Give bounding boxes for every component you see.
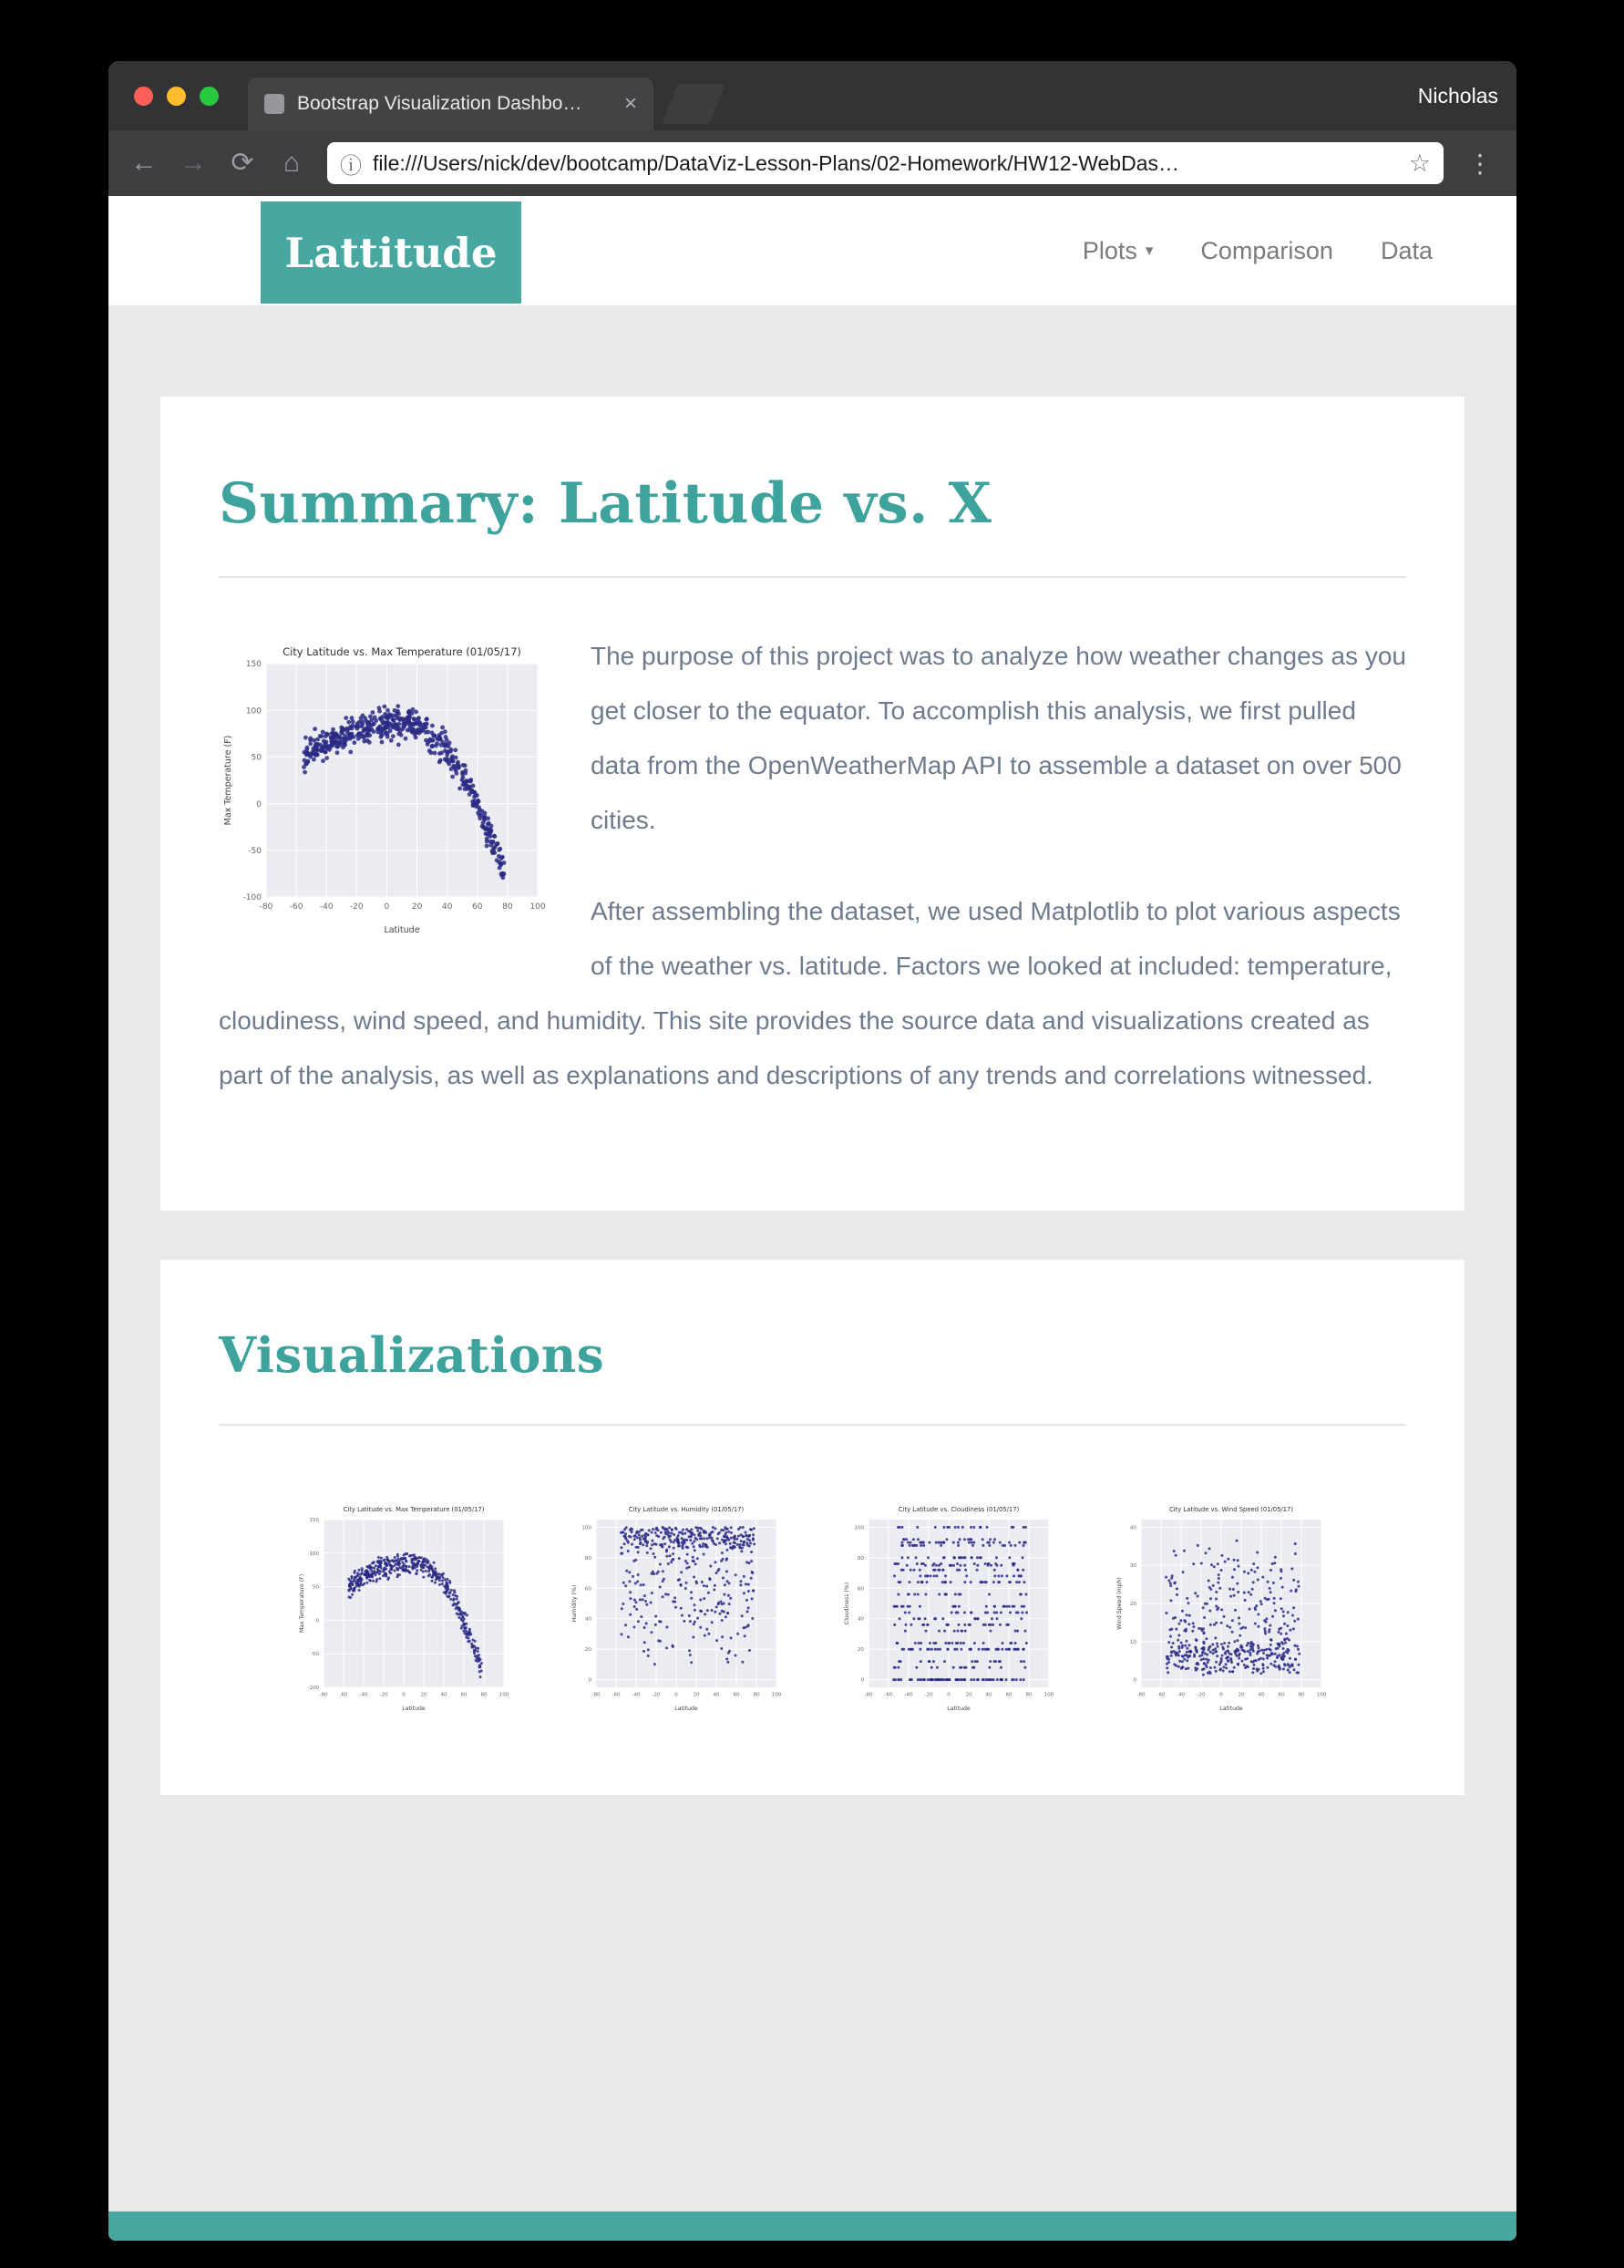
viz-chart-wind-speed[interactable] xyxy=(1114,1500,1330,1715)
viz-chart-cloudiness[interactable] xyxy=(841,1500,1057,1715)
svg-text:40: 40 xyxy=(712,1692,720,1698)
svg-text:Latitude: Latitude xyxy=(946,1706,971,1712)
svg-text:100: 100 xyxy=(771,1692,781,1698)
address-bar[interactable] xyxy=(327,142,1444,184)
svg-text:0: 0 xyxy=(401,1692,406,1698)
svg-text:-40: -40 xyxy=(358,1692,368,1698)
site-navbar xyxy=(108,196,1516,305)
browser-menu-icon[interactable]: ⋮ xyxy=(1467,149,1493,178)
svg-text:Max Temperature (F): Max Temperature (F) xyxy=(223,735,233,826)
svg-text:-60: -60 xyxy=(289,902,303,912)
svg-text:Max Temperature (F): Max Temperature (F) xyxy=(298,1573,305,1634)
svg-text:150: 150 xyxy=(245,660,262,670)
nav-item-comparison[interactable]: Comparison xyxy=(1200,236,1333,264)
svg-text:100: 100 xyxy=(1316,1692,1326,1698)
summary-paragraph-2: After assembling the dataset, we used Matplotlib to plot various aspects of the weather vs. latitude. Factors we looked at included: temperature, cloudiness, wind speed, and humidity. This site provides the source data and visualizations created as part of the analysis, as well as explanations and descriptions of any trends and correlations witnessed. xyxy=(219,897,1401,1089)
summary-temperature-chart xyxy=(219,636,547,937)
svg-text:80: 80 xyxy=(1297,1692,1305,1698)
svg-text:Cloudiness (%): Cloudiness (%) xyxy=(843,1582,850,1625)
svg-text:10: 10 xyxy=(1129,1639,1136,1645)
svg-text:0: 0 xyxy=(384,902,390,912)
svg-text:-60: -60 xyxy=(1156,1692,1166,1698)
viz-chart-humidity[interactable] xyxy=(569,1500,785,1715)
svg-text:100: 100 xyxy=(245,706,262,716)
svg-text:City Latitude vs. Cloudiness (: City Latitude vs. Cloudiness (01/05/17) xyxy=(898,1506,1019,1513)
svg-text:40: 40 xyxy=(984,1692,992,1698)
tab-favicon-icon xyxy=(264,94,284,114)
svg-text:40: 40 xyxy=(1129,1525,1136,1531)
svg-text:0: 0 xyxy=(587,1677,591,1684)
svg-text:0: 0 xyxy=(859,1677,864,1684)
svg-text:Latitude: Latitude xyxy=(384,925,420,935)
svg-text:60: 60 xyxy=(472,902,483,912)
nav-item-plots-label: Plots xyxy=(1082,236,1137,264)
svg-text:80: 80 xyxy=(752,1692,760,1698)
svg-text:40: 40 xyxy=(441,902,453,912)
svg-text:80: 80 xyxy=(857,1555,864,1562)
svg-text:0: 0 xyxy=(1132,1677,1136,1684)
close-window-button[interactable] xyxy=(134,87,153,106)
nav-item-data[interactable]: Data xyxy=(1380,236,1433,264)
svg-text:60: 60 xyxy=(459,1692,468,1698)
titlebar xyxy=(108,61,1516,130)
svg-text:-60: -60 xyxy=(338,1692,348,1698)
svg-text:-80: -80 xyxy=(591,1692,601,1698)
svg-text:40: 40 xyxy=(857,1616,864,1623)
svg-text:Latitude: Latitude xyxy=(401,1706,426,1712)
browser-tab[interactable] xyxy=(248,77,653,130)
svg-text:-40: -40 xyxy=(631,1692,641,1698)
new-tab-button[interactable] xyxy=(662,84,725,124)
svg-text:-80: -80 xyxy=(863,1692,873,1698)
svg-text:30: 30 xyxy=(1129,1563,1136,1570)
svg-text:0: 0 xyxy=(256,799,262,809)
svg-text:80: 80 xyxy=(479,1692,488,1698)
svg-text:-20: -20 xyxy=(651,1692,661,1698)
summary-paragraph-1: The purpose of this project was to analyze how weather changes as you get closer to the equator. To accomplish this analysis, we first pulled data from the OpenWeatherMap API to assemble a dataset on over 500 cities. xyxy=(591,642,1406,834)
svg-text:60: 60 xyxy=(857,1586,864,1593)
url-text[interactable]: file:///Users/nick/dev/bootcamp/DataViz-Lesson-Plans/02-Homework/HW12-WebDas… xyxy=(373,150,1179,175)
divider xyxy=(219,1424,1406,1426)
svg-text:100: 100 xyxy=(581,1525,591,1531)
svg-text:-60: -60 xyxy=(883,1692,893,1698)
svg-text:100: 100 xyxy=(853,1525,864,1531)
page-info-icon[interactable]: ⓘ xyxy=(340,153,362,179)
svg-text:150: 150 xyxy=(308,1518,319,1523)
svg-text:0: 0 xyxy=(673,1692,678,1698)
svg-text:0: 0 xyxy=(1218,1692,1223,1698)
svg-text:-20: -20 xyxy=(349,902,364,912)
page-footer xyxy=(108,2211,1516,2241)
svg-text:Latitude: Latitude xyxy=(673,1706,698,1712)
browser-window xyxy=(108,61,1516,2241)
svg-text:40: 40 xyxy=(584,1616,591,1623)
forward-icon[interactable]: → xyxy=(180,148,207,178)
tab-strip xyxy=(248,61,1400,130)
svg-text:50: 50 xyxy=(312,1584,319,1591)
svg-text:-20: -20 xyxy=(1196,1692,1206,1698)
svg-text:City Latitude vs. Humidity (01: City Latitude vs. Humidity (01/05/17) xyxy=(628,1506,744,1513)
svg-text:-40: -40 xyxy=(319,902,334,912)
svg-text:Humidity (%): Humidity (%) xyxy=(570,1584,578,1623)
svg-text:100: 100 xyxy=(499,1692,509,1698)
svg-text:-40: -40 xyxy=(903,1692,913,1698)
svg-text:80: 80 xyxy=(502,902,513,912)
summary-body xyxy=(219,629,1406,1139)
svg-text:-80: -80 xyxy=(259,902,273,912)
svg-text:City Latitude vs. Max Temperat: City Latitude vs. Max Temperature (01/05/17) xyxy=(283,645,521,658)
refresh-icon[interactable]: ⟳ xyxy=(231,148,254,178)
svg-text:-80: -80 xyxy=(318,1692,328,1698)
svg-text:20: 20 xyxy=(692,1692,700,1698)
svg-text:100: 100 xyxy=(308,1551,319,1557)
svg-text:City Latitude vs. Max Temperat: City Latitude vs. Max Temperature (01/05/17) xyxy=(343,1506,484,1513)
svg-text:-80: -80 xyxy=(1136,1692,1146,1698)
back-icon[interactable]: ← xyxy=(130,148,158,178)
svg-text:60: 60 xyxy=(1004,1692,1012,1698)
svg-text:100: 100 xyxy=(1043,1692,1054,1698)
visualizations-card xyxy=(160,1260,1465,1795)
caret-down-icon: ▾ xyxy=(1145,242,1154,259)
svg-text:-100: -100 xyxy=(242,893,262,903)
summary-card xyxy=(160,397,1465,1211)
browser-toolbar xyxy=(108,130,1516,196)
web-page xyxy=(108,196,1516,2241)
page-content xyxy=(108,305,1516,2211)
svg-text:40: 40 xyxy=(1257,1692,1265,1698)
svg-text:-20: -20 xyxy=(923,1692,933,1698)
close-tab-icon[interactable]: × xyxy=(623,91,637,116)
svg-text:Latitude: Latitude xyxy=(1218,1706,1243,1712)
svg-text:20: 20 xyxy=(857,1647,864,1654)
svg-text:40: 40 xyxy=(439,1692,447,1698)
bookmark-star-icon[interactable]: ☆ xyxy=(1408,149,1431,177)
zoom-window-button[interactable] xyxy=(200,87,219,106)
svg-text:0: 0 xyxy=(314,1618,319,1624)
svg-text:Wind Speed (mph): Wind Speed (mph) xyxy=(1115,1577,1123,1630)
svg-text:100: 100 xyxy=(529,902,546,912)
brand-logo[interactable]: Lattitude xyxy=(261,201,521,304)
svg-text:20: 20 xyxy=(1237,1692,1245,1698)
svg-text:0: 0 xyxy=(946,1692,951,1698)
window-controls xyxy=(134,87,219,106)
nav-links xyxy=(1083,237,1433,265)
visualizations-title: Visualizations xyxy=(219,1327,605,1384)
svg-text:-60: -60 xyxy=(611,1692,621,1698)
svg-text:50: 50 xyxy=(251,753,262,763)
summary-title: Summary: Latitude vs. X xyxy=(219,471,992,536)
svg-text:City Latitude vs. Wind Speed (: City Latitude vs. Wind Speed (01/05/17) xyxy=(1168,1506,1293,1513)
svg-text:20: 20 xyxy=(1129,1602,1136,1607)
svg-text:60: 60 xyxy=(732,1692,740,1698)
svg-text:20: 20 xyxy=(584,1647,591,1654)
minimize-window-button[interactable] xyxy=(167,87,186,106)
home-icon[interactable]: ⌂ xyxy=(283,148,301,178)
svg-text:20: 20 xyxy=(419,1692,427,1698)
viz-chart-max-temperature[interactable] xyxy=(296,1500,512,1715)
svg-text:20: 20 xyxy=(411,902,423,912)
svg-text:20: 20 xyxy=(964,1692,972,1698)
tab-title: Bootstrap Visualization Dashbo… xyxy=(297,93,582,114)
svg-text:-50: -50 xyxy=(310,1652,319,1658)
svg-text:80: 80 xyxy=(1024,1692,1033,1698)
svg-text:60: 60 xyxy=(1277,1692,1285,1698)
svg-text:-100: -100 xyxy=(306,1686,319,1691)
visualization-thumbnails xyxy=(219,1477,1406,1724)
profile-name[interactable]: Nicholas xyxy=(1417,83,1498,108)
divider xyxy=(219,576,1406,578)
svg-text:60: 60 xyxy=(584,1586,591,1593)
svg-text:-50: -50 xyxy=(248,847,262,856)
svg-text:-20: -20 xyxy=(378,1692,388,1698)
svg-text:-40: -40 xyxy=(1176,1692,1186,1698)
svg-text:80: 80 xyxy=(584,1555,591,1562)
nav-item-plots[interactable] xyxy=(1083,237,1154,265)
